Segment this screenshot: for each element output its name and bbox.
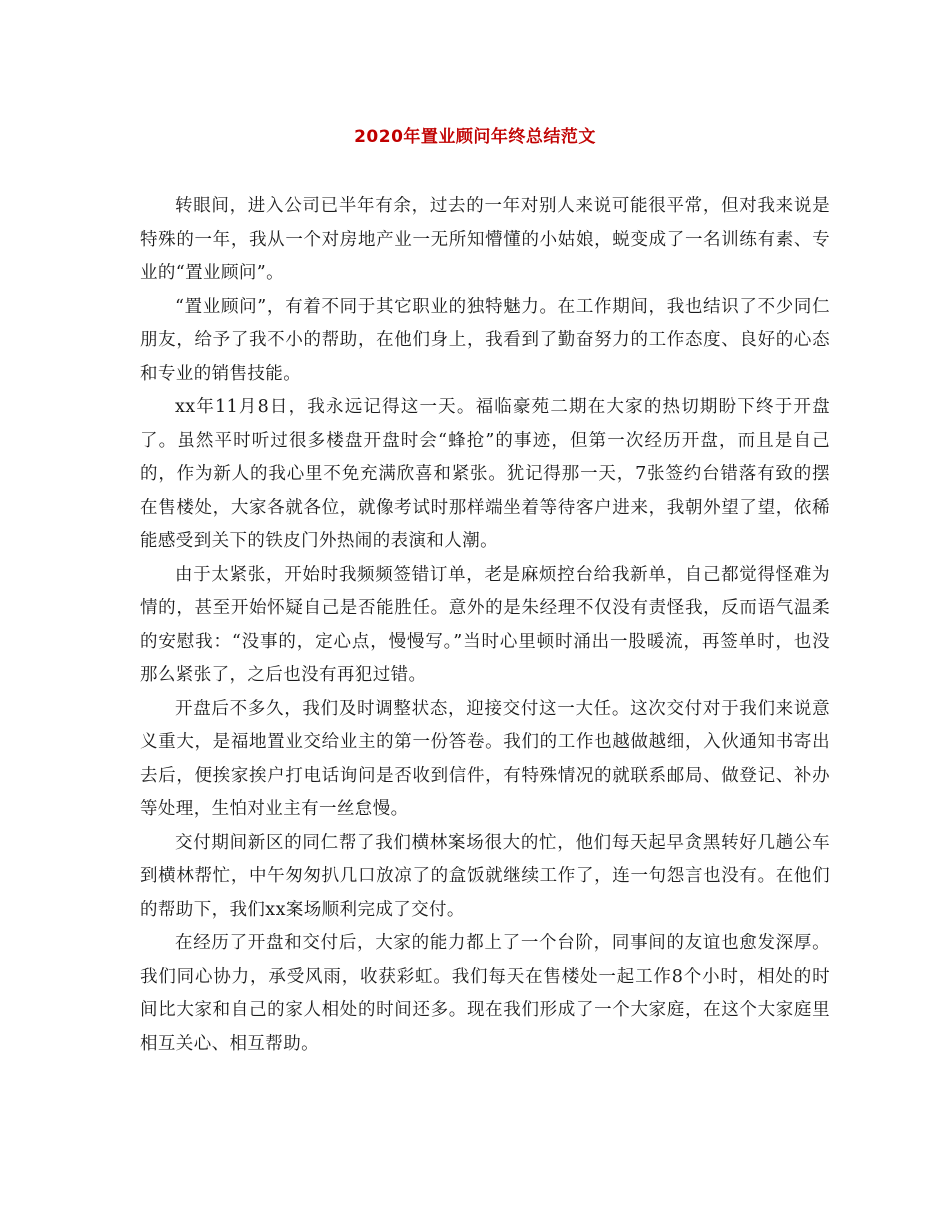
document-body xyxy=(140,190,830,1061)
paragraph-2: “置业顾问”，有着不同于其它职业的独特魅力。在工作期间，我也结识了不少同仁朋友，给予了我不小的帮助，在他们身上，我看到了勤奋努力的工作态度、良好的心态和专业的销售技能。 xyxy=(140,296,830,384)
paragraph-7: 在经历了开盘和交付后，大家的能力都上了一个台阶，同事间的友谊也愈发深厚。我们同心协力，承受风雨，收获彩虹。我们每天在售楼处一起工作8个小时，相处的时间比大家和自己的家人相处的时间还多。现在我们形成了一个大家庭，在这个大家庭里相互关心、相互帮助。 xyxy=(140,933,830,1054)
paragraph-6: 交付期间新区的同仁帮了我们横林案场很大的忙，他们每天起早贪黑转好几趟公车到横林帮忙，中午匆匆扒几口放凉了的盒饭就继续工作了，连一句怨言也没有。在他们的帮助下，我们xx案场顺利完成了交付。 xyxy=(140,832,830,920)
paragraph-4: 由于太紧张，开始时我频频签错订单，老是麻烦控台给我新单，自己都觉得怪难为情的，甚至开始怀疑自己是否能胜任。意外的是朱经理不仅没有责怪我，反而语气温柔的安慰我：“没事的，定心点，慢慢写。”当时心里顿时涌出一股暖流，再签单时，也没那么紧张了，之后也没有再犯过错。 xyxy=(140,564,830,685)
paragraph-3: xx年11月8日，我永远记得这一天。福临豪苑二期在大家的热切期盼下终于开盘了。虽然平时听过很多楼盘开盘时会“蜂抢”的事迹，但第一次经历开盘，而且是自己的，作为新人的我心里不免充满欣喜和紧张。犹记得那一天，7张签约台错落有致的摆在售楼处，大家各就各位，就像考试时那样端坐着等待客户进来，我朝外望了望，依稀能感受到关下的铁皮门外热闹的表演和人潮。 xyxy=(140,397,830,551)
paragraph-5: 开盘后不多久，我们及时调整状态，迎接交付这一大任。这次交付对于我们来说意义重大，是福地置业交给业主的第一份答卷。我们的工作也越做越细，入伙通知书寄出去后，便挨家挨户打电话询问是否收到信件，有特殊情况的就联系邮局、做登记、补办等处理，生怕对业主有一丝怠慢。 xyxy=(140,698,830,819)
document-title: 2020年置业顾问年终总结范文 xyxy=(354,127,596,147)
paragraph-1: 转眼间，进入公司已半年有余，过去的一年对别人来说可能很平常，但对我来说是特殊的一年，我从一个对房地产业一无所知懵懂的小姑娘，蜕变成了一名训练有素、专业的“置业顾问”。 xyxy=(140,196,830,283)
